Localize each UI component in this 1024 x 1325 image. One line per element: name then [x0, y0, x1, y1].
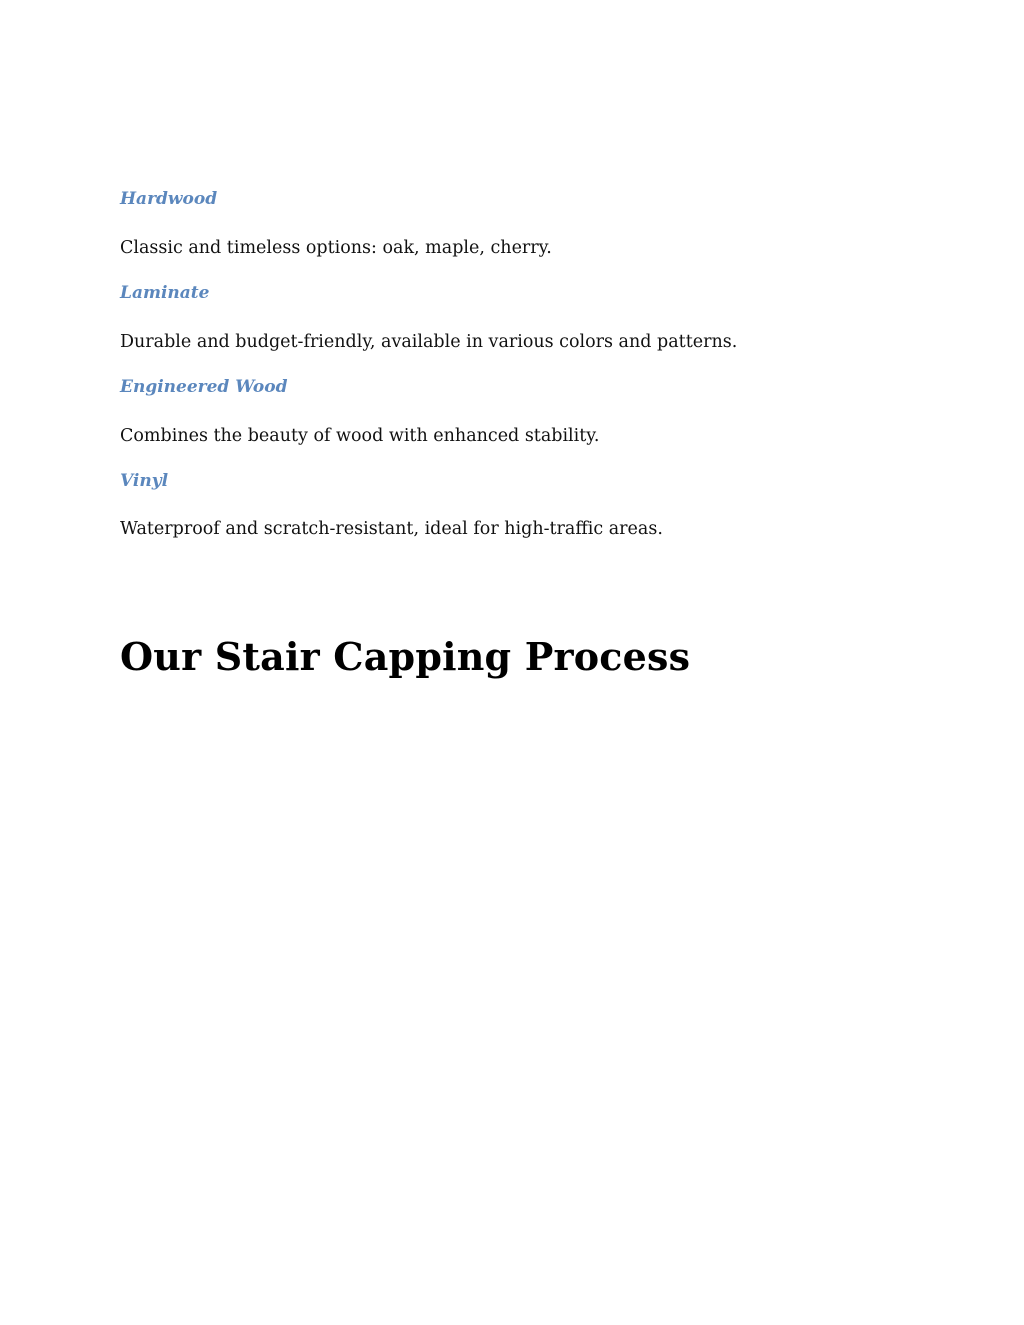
subheading-hardwood: Hardwood [120, 189, 218, 209]
subheading-vinyl: Vinyl [120, 471, 169, 491]
paragraph-hardwood: Classic and timeless options: oak, maple, cherry. [120, 238, 552, 258]
paragraph-laminate: Durable and budget-friendly, available in various colors and patterns. [120, 332, 738, 352]
paragraph-vinyl: Waterproof and scratch-resistant, ideal for high-traffic areas. [120, 519, 663, 539]
section-heading: Our Stair Capping Process [120, 634, 691, 679]
subheading-engineered-wood: Engineered Wood [120, 377, 288, 397]
paragraph-engineered-wood: Combines the beauty of wood with enhanced stability. [120, 426, 600, 446]
subheading-laminate: Laminate [120, 283, 210, 303]
